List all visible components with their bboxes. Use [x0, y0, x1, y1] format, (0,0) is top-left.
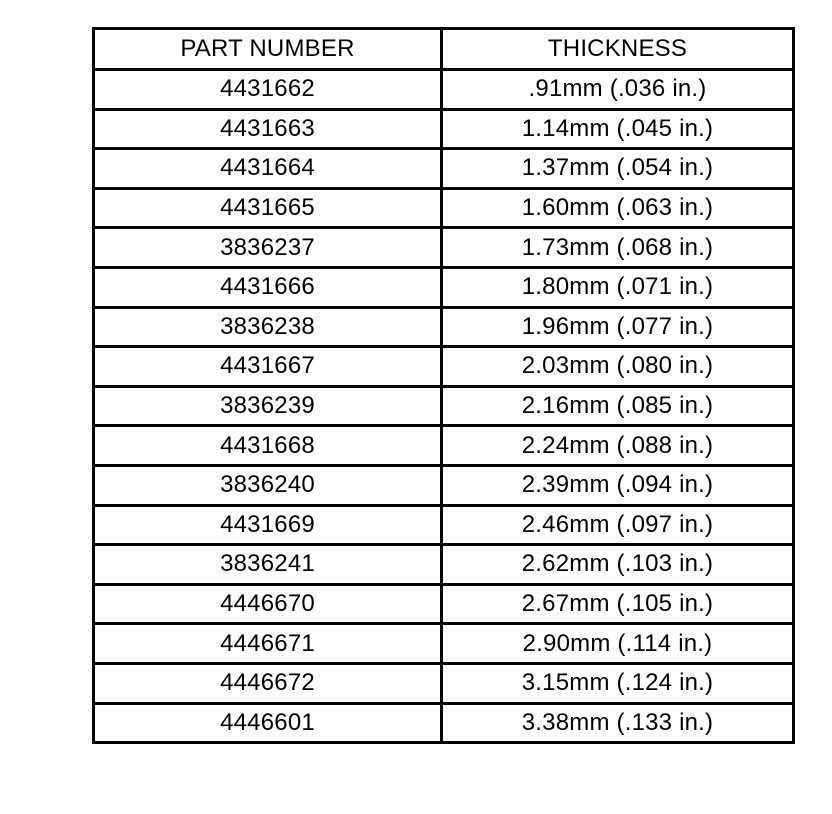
table-header-row [94, 29, 794, 70]
thickness-cell: 1.37mm (.054 in.) [442, 149, 794, 189]
thickness-cell: 2.24mm (.088 in.) [442, 426, 794, 466]
part-number-cell: 4446601 [94, 703, 442, 743]
thickness-cell: 2.62mm (.103 in.) [442, 545, 794, 585]
thickness-cell: 2.39mm (.094 in.) [442, 465, 794, 505]
part-number-cell: 4431663 [94, 109, 442, 149]
shim-table-container [92, 27, 792, 744]
part-number-cell: 4446670 [94, 584, 442, 624]
table-row [94, 109, 794, 149]
part-number-cell: 3836238 [94, 307, 442, 347]
part-number-cell: 3836241 [94, 545, 442, 585]
thickness-cell: 2.16mm (.085 in.) [442, 386, 794, 426]
table-row [94, 663, 794, 703]
part-number-cell: 4446672 [94, 663, 442, 703]
column-header-part-number: PART NUMBER [94, 29, 442, 70]
thickness-cell: 1.14mm (.045 in.) [442, 109, 794, 149]
column-header-thickness: THICKNESS [442, 29, 794, 70]
part-number-cell: 3836239 [94, 386, 442, 426]
table-row [94, 307, 794, 347]
shim-thickness-table [92, 27, 795, 744]
thickness-cell: 1.73mm (.068 in.) [442, 228, 794, 268]
table-row [94, 149, 794, 189]
table-row [94, 228, 794, 268]
table-row [94, 584, 794, 624]
thickness-cell: 1.96mm (.077 in.) [442, 307, 794, 347]
thickness-cell: 2.03mm (.080 in.) [442, 347, 794, 387]
table-row [94, 188, 794, 228]
table-row [94, 347, 794, 387]
part-number-cell: 3836240 [94, 465, 442, 505]
table-row [94, 545, 794, 585]
part-number-cell: 4431667 [94, 347, 442, 387]
part-number-cell: 4431664 [94, 149, 442, 189]
part-number-cell: 4431668 [94, 426, 442, 466]
table-row [94, 70, 794, 110]
table-row [94, 386, 794, 426]
thickness-cell: 2.67mm (.105 in.) [442, 584, 794, 624]
part-number-cell: 4431666 [94, 267, 442, 307]
thickness-cell: 2.46mm (.097 in.) [442, 505, 794, 545]
thickness-cell: 2.90mm (.114 in.) [442, 624, 794, 664]
part-number-cell: 4446671 [94, 624, 442, 664]
thickness-cell: 3.15mm (.124 in.) [442, 663, 794, 703]
part-number-cell: 4431669 [94, 505, 442, 545]
part-number-cell: 4431665 [94, 188, 442, 228]
table-row [94, 426, 794, 466]
part-number-cell: 4431662 [94, 70, 442, 110]
table-row [94, 703, 794, 743]
thickness-cell: 1.80mm (.071 in.) [442, 267, 794, 307]
table-row [94, 267, 794, 307]
thickness-cell: 1.60mm (.063 in.) [442, 188, 794, 228]
table-row [94, 505, 794, 545]
thickness-cell: .91mm (.036 in.) [442, 70, 794, 110]
thickness-cell: 3.38mm (.133 in.) [442, 703, 794, 743]
part-number-cell: 3836237 [94, 228, 442, 268]
table-row [94, 624, 794, 664]
table-row [94, 465, 794, 505]
